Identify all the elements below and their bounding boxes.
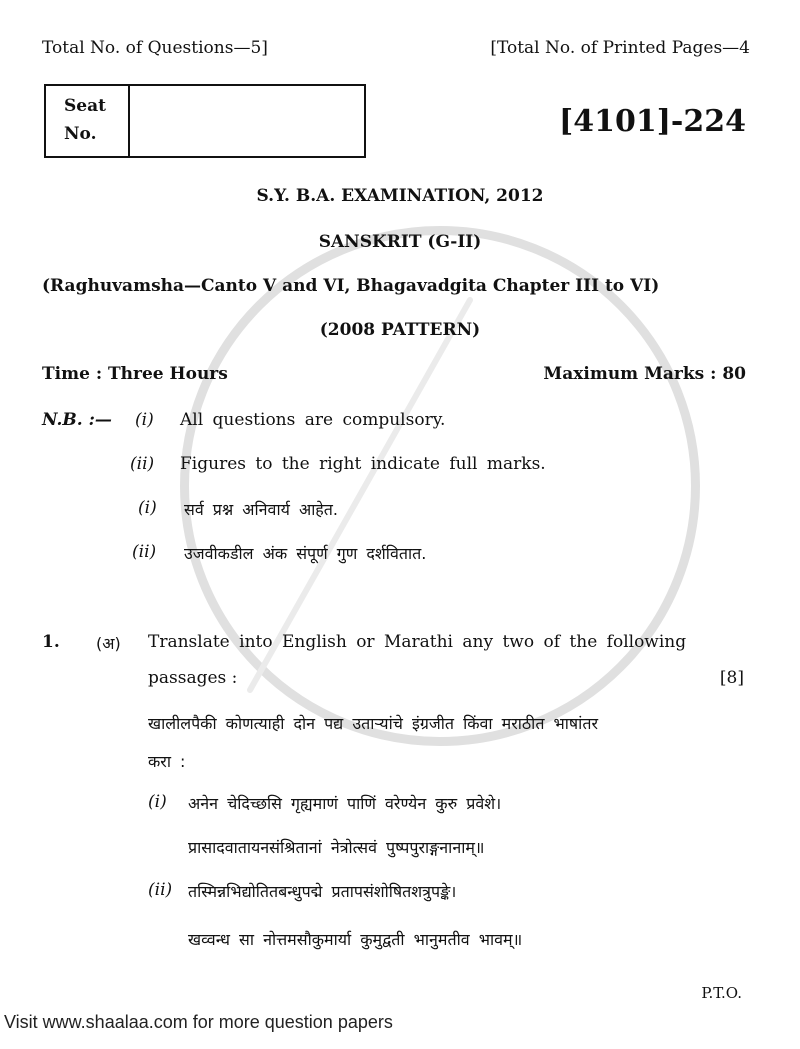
pattern: (2008 PATTERN) [319, 320, 481, 340]
max-marks: Maximum Marks : 80 [543, 364, 746, 384]
total-questions: Total No. of Questions—5] [42, 38, 268, 58]
paper-code: [4101]-224 [559, 104, 746, 139]
verse-line: खव्वन्ध सा नोत्तमसौकुमार्या कुमुद्वती भानुमतीव भावम्॥ [188, 930, 523, 949]
nb-num: (i) [138, 498, 157, 518]
question-text: passages : [148, 668, 238, 688]
nb-item: Figures to the right indicate full marks. [180, 454, 546, 474]
verse-line: अनेन चेदिच्छसि गृह्यमाणं पाणिं वरेण्येन कुरु प्रवेशे। [188, 794, 502, 813]
nb-num: (i) [135, 410, 154, 430]
nb-item: सर्व प्रश्न अनिवार्य आहेत. [184, 500, 339, 519]
marathi-instruction: करा : [148, 752, 186, 771]
marathi-instruction: खालीलपैकी कोणत्याही दोन पद्य उताऱ्यांचे इंग्रजीत किंवा मराठीत भाषांतर [148, 714, 598, 733]
sub-question: (अ) [96, 634, 121, 653]
total-pages: [Total No. of Printed Pages—4 [490, 38, 750, 58]
verse-num: (ii) [148, 880, 173, 900]
seat-label: Seat No. [46, 86, 130, 156]
nb-item: All questions are compulsory. [180, 410, 446, 430]
syllabus: (Raghuvamsha—Canto V and VI, Bhagavadgita Chapter III to VI) [42, 276, 660, 296]
watermark-circle [180, 226, 700, 746]
nb-num: (ii) [130, 454, 155, 474]
exam-title: S.Y. B.A. EXAMINATION, 2012 [256, 186, 544, 206]
question-number: 1. [42, 632, 60, 652]
verse-line: प्रासादवातायनसंश्रितानां नेत्रोत्सवं पुष्पपुराङ्गनानाम्॥ [188, 838, 485, 857]
verse-num: (i) [148, 792, 167, 812]
seat-number-box [44, 84, 366, 158]
question-text: Translate into English or Marathi any two of the following [148, 632, 687, 652]
pto: P.T.O. [701, 984, 742, 1002]
marks: [8] [719, 668, 744, 688]
nb-label: N.B. :— [42, 410, 112, 430]
nb-item: उजवीकडील अंक संपूर्ण गुण दर्शवितात. [184, 544, 427, 563]
footer-link[interactable]: Visit www.shaalaa.com for more question papers [4, 1012, 393, 1032]
nb-num: (ii) [132, 542, 157, 562]
subject: SANSKRIT (G-II) [318, 232, 482, 252]
time: Time : Three Hours [42, 364, 228, 384]
verse-line: तस्मिन्नभिद्योतितबन्धुपद्मे प्रतापसंशोषितशत्रुपङ्के। [188, 882, 457, 901]
